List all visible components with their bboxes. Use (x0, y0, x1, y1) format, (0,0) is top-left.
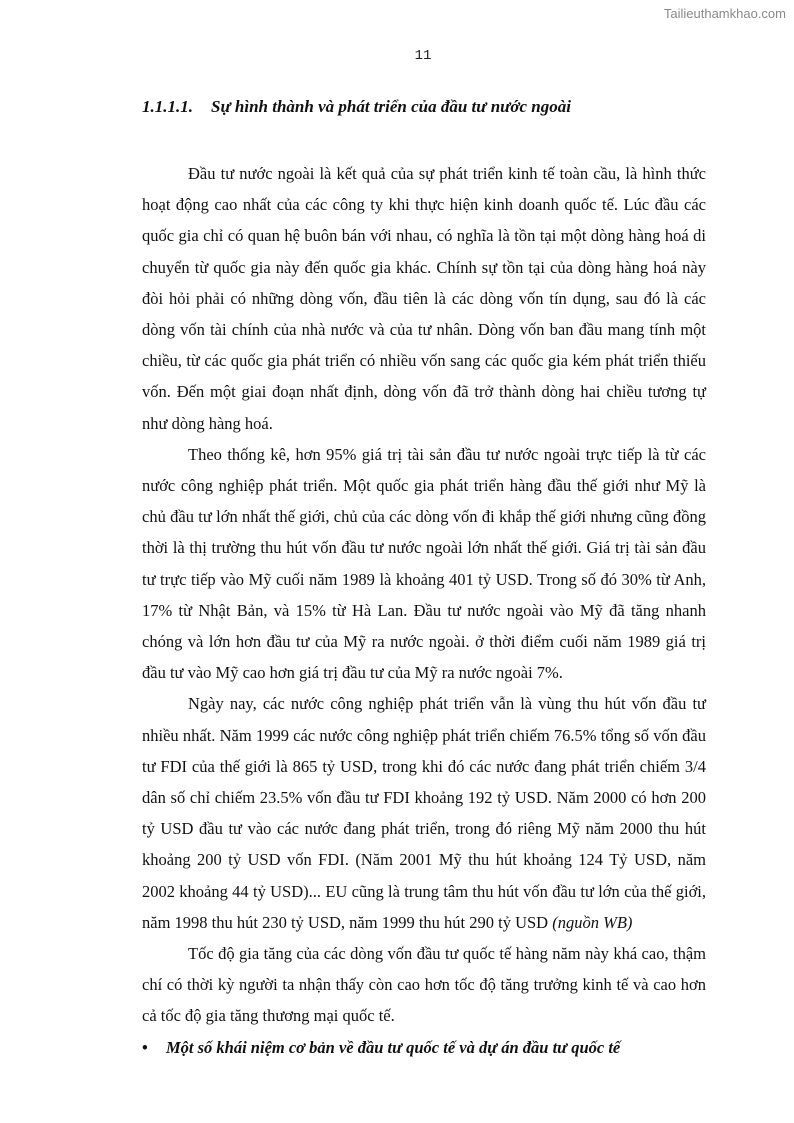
bullet-text: Một số khái niệm cơ bản về đầu tư quốc tế và dự án đầu tư quốc tế (166, 1037, 621, 1057)
section-heading (142, 94, 706, 120)
page-number: 11 (414, 48, 432, 64)
paragraph-3-text: Ngày nay, các nước công nghiệp phát triển vẫn là vùng thu hút vốn đầu tư nhiều nhất. Năm 1999 các nước công nghiệp phát triển chiếm 76.5% tổng số vốn đầu tư FDI của thế giới là 865 tỷ USD, trong khi đó các nước đang phát triển chiếm 3/4 dân số chỉ chiếm 23.5% vốn đầu tư FDI khoảng 192 tỷ USD. Năm 2000 có hơn 200 tỷ USD đầu tư vào các nước đang phát triển, trong đó riêng Mỹ năm 2000 thu hút khoảng 200 tỷ USD vốn FDI. (Năm 2001 Mỹ thu hút khoảng 124 Tỷ USD, năm 2002 khoảng 44 tỷ USD)... EU cũng là trung tâm thu hút vốn đầu tư lớn của thế giới, năm 1998 thu hút 230 tỷ USD, năm 1999 thu hút 290 tỷ USD (142, 694, 706, 932)
section-title: Sự hình thành và phát triển của đầu tư nước ngoài (211, 97, 571, 116)
watermark: Tailieuthamkhao.com (663, 6, 786, 21)
paragraph-2: Theo thống kê, hơn 95% giá trị tài sản đầu tư nước ngoài trực tiếp là từ các nước công nghiệp phát triển. Một quốc gia phát triển hàng đầu thế giới như Mỹ là chủ đầu tư lớn nhất thế giới, chủ của các dòng vốn đi khắp thế giới nhưng cũng đồng thời là thị trường thu hút vốn đầu tư nước ngoài lớn nhất thế giới. Giá trị tài sản đầu tư trực tiếp vào Mỹ cuối năm 1989 là khoảng 401 tỷ USD. Trong số đó 30% từ Anh, 17% từ Nhật Bản, và 15% từ Hà Lan. Đầu tư nước ngoài vào Mỹ đã tăng nhanh chóng và lớn hơn đầu tư của Mỹ ra nước ngoài. ở thời điểm cuối năm 1989 giá trị đầu tư vào Mỹ cao hơn giá trị đầu tư của Mỹ ra nước ngoài 7%. (142, 444, 706, 683)
paragraph-3 (142, 688, 706, 938)
page-content (142, 94, 706, 1063)
bullet-item (142, 1032, 706, 1063)
bullet-icon: • (142, 1037, 148, 1057)
paragraph-1: Đầu tư nước ngoài là kết quả của sự phát triển kinh tế toàn cầu, là hình thức hoạt động cao nhất của các công ty khi thực hiện kinh doanh quốc tế. Lúc đầu các quốc gia chỉ có quan hệ buôn bán với nhau, có nghĩa là tồn tại một dòng hàng hoá di chuyển từ quốc gia này đến quốc gia khác. Chính sự tồn tại của dòng hàng hoá này đòi hỏi phải có những dòng vốn, đầu tiên là các dòng vốn tín dụng, sau đó là các dòng vốn tài chính của nhà nước và của tư nhân. Dòng vốn ban đầu mang tính một chiều, từ các quốc gia phát triển có nhiều vốn sang các quốc gia kém phát triển thiếu vốn. Đến một giai đoạn nhất định, dòng vốn đã trở thành dòng hai chiều tương tự như dòng hàng hoá. (142, 164, 706, 433)
paragraph-4: Tốc độ gia tăng của các dòng vốn đầu tư quốc tế hàng năm này khá cao, thậm chí có thời kỳ người ta nhận thấy còn cao hơn tốc độ tăng trưởng kinh tế và cao hơn cả tốc độ gia tăng thương mại quốc tế. (142, 944, 706, 1026)
source-note: (nguồn WB) (552, 912, 633, 932)
section-number: 1.1.1.1. (142, 97, 193, 116)
